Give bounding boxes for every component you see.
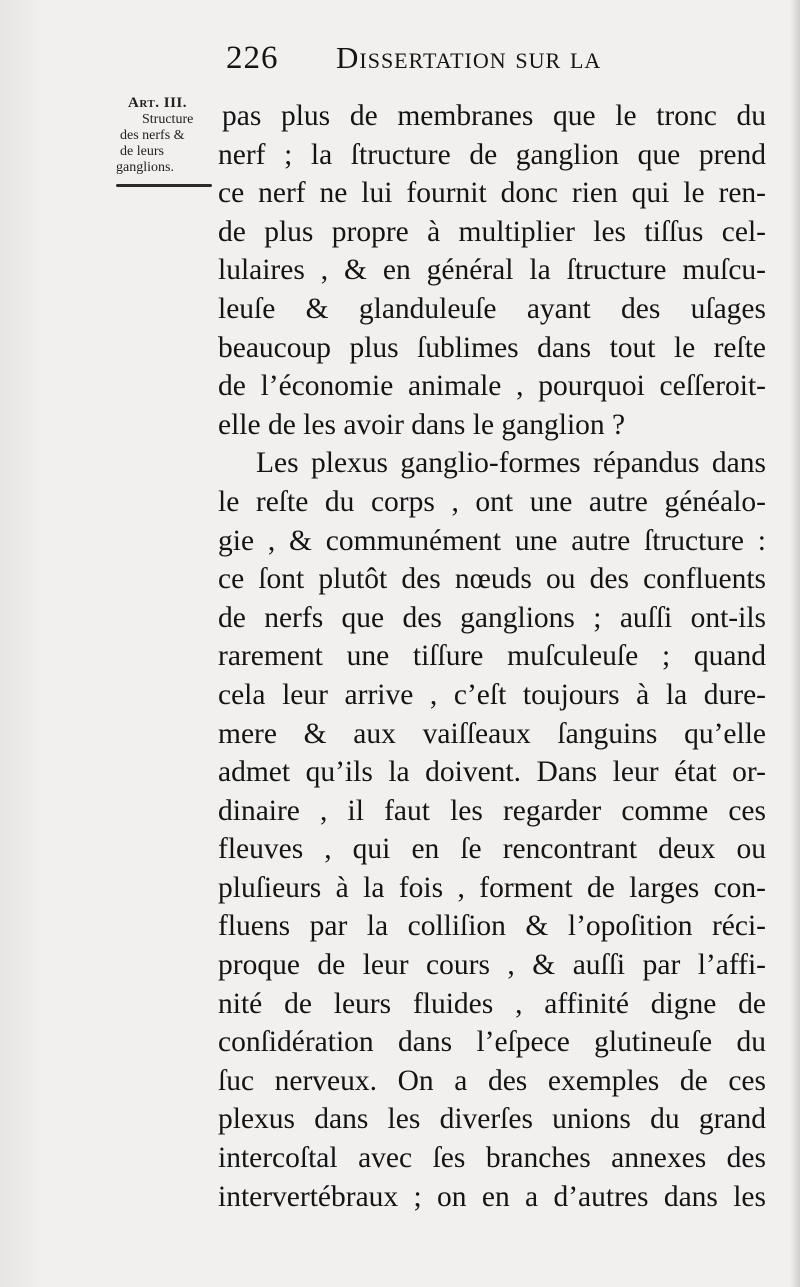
text-line: lulaires , & en général la ſtructure muſcu- (218, 254, 766, 287)
body-text (218, 97, 766, 1216)
text-line: conſidération dans l’eſpece glutineuſe du (218, 1026, 766, 1059)
text-line: ce nerf ne lui fournit donc rien qui le ren- (218, 177, 766, 210)
text-line: elle de les avoir dans le ganglion ? (218, 408, 626, 441)
running-header (226, 40, 601, 77)
text-line: pas plus de membranes que le tronc du (222, 100, 766, 132)
text-line: de l’économie animale , pourquoi ceſſeroit- (218, 370, 766, 403)
text-line: intervertébraux ; on en a d’autres dans les (218, 1180, 766, 1213)
text-line: de plus propre à multiplier les tiſſus cel- (218, 215, 766, 248)
text-line: cela leur arrive , c’eſt toujours à la dure- (218, 678, 766, 711)
text-line: beaucoup plus ſublimes dans tout le reſte (218, 331, 766, 364)
page-edge-shadow (790, 0, 800, 1287)
margin-note-rule (116, 184, 212, 187)
margin-note-line: de leurs (120, 144, 164, 159)
text-line: dinaire , il faut les regarder comme ces (218, 794, 766, 827)
text-line: de nerfs que des ganglions ; auſſi ont-ils (218, 601, 766, 634)
text-line: proque de leur cours , & auſſi par l’affi- (218, 949, 766, 982)
text-line: Les plexus ganglio-formes répandus dans (256, 447, 766, 480)
page-number: 226 (226, 40, 279, 76)
text-line: gie , & communément une autre ſtructure : (218, 524, 766, 557)
margin-note-line: des nerfs & (120, 128, 185, 143)
text-line: mere & aux vaiſſeaux ſanguins qu’elle (218, 717, 766, 750)
text-line: leuſe & glanduleuſe ayant des uſages (218, 292, 766, 325)
text-line: le reſte du corps , ont une autre généalo- (218, 485, 766, 518)
text-line: rarement une tiſſure muſculeuſe ; quand (218, 640, 766, 673)
margin-note-line: Structure (142, 112, 194, 127)
text-line: admet qu’ils la doivent. Dans leur état or- (218, 756, 766, 789)
page-gutter-shadow (0, 0, 44, 1287)
text-line: fluens par la colliſion & l’opoſition réci- (218, 910, 766, 943)
text-line: pluſieurs à la fois , forment de larges con- (218, 871, 766, 904)
text-line: ſuc nerveux. On a des exemples de ces (218, 1064, 766, 1097)
running-title: Dissertation sur la (336, 40, 602, 75)
text-line: nerf ; la ſtructure de ganglion que prend (218, 138, 766, 171)
margin-note (116, 95, 220, 187)
text-line: ce ſont plutôt des nœuds ou des confluents (218, 563, 766, 596)
text-line: intercoſtal avec ſes branches annexes des (218, 1142, 766, 1175)
text-line: fleuves , qui en ſe rencontrant deux ou (218, 833, 766, 866)
text-line: nité de leurs fluides , affinité digne de (218, 987, 766, 1020)
margin-note-article: Art. III. (128, 95, 187, 111)
text-line: plexus dans les diverſes unions du grand (218, 1103, 766, 1136)
margin-note-line: ganglions. (116, 160, 174, 175)
